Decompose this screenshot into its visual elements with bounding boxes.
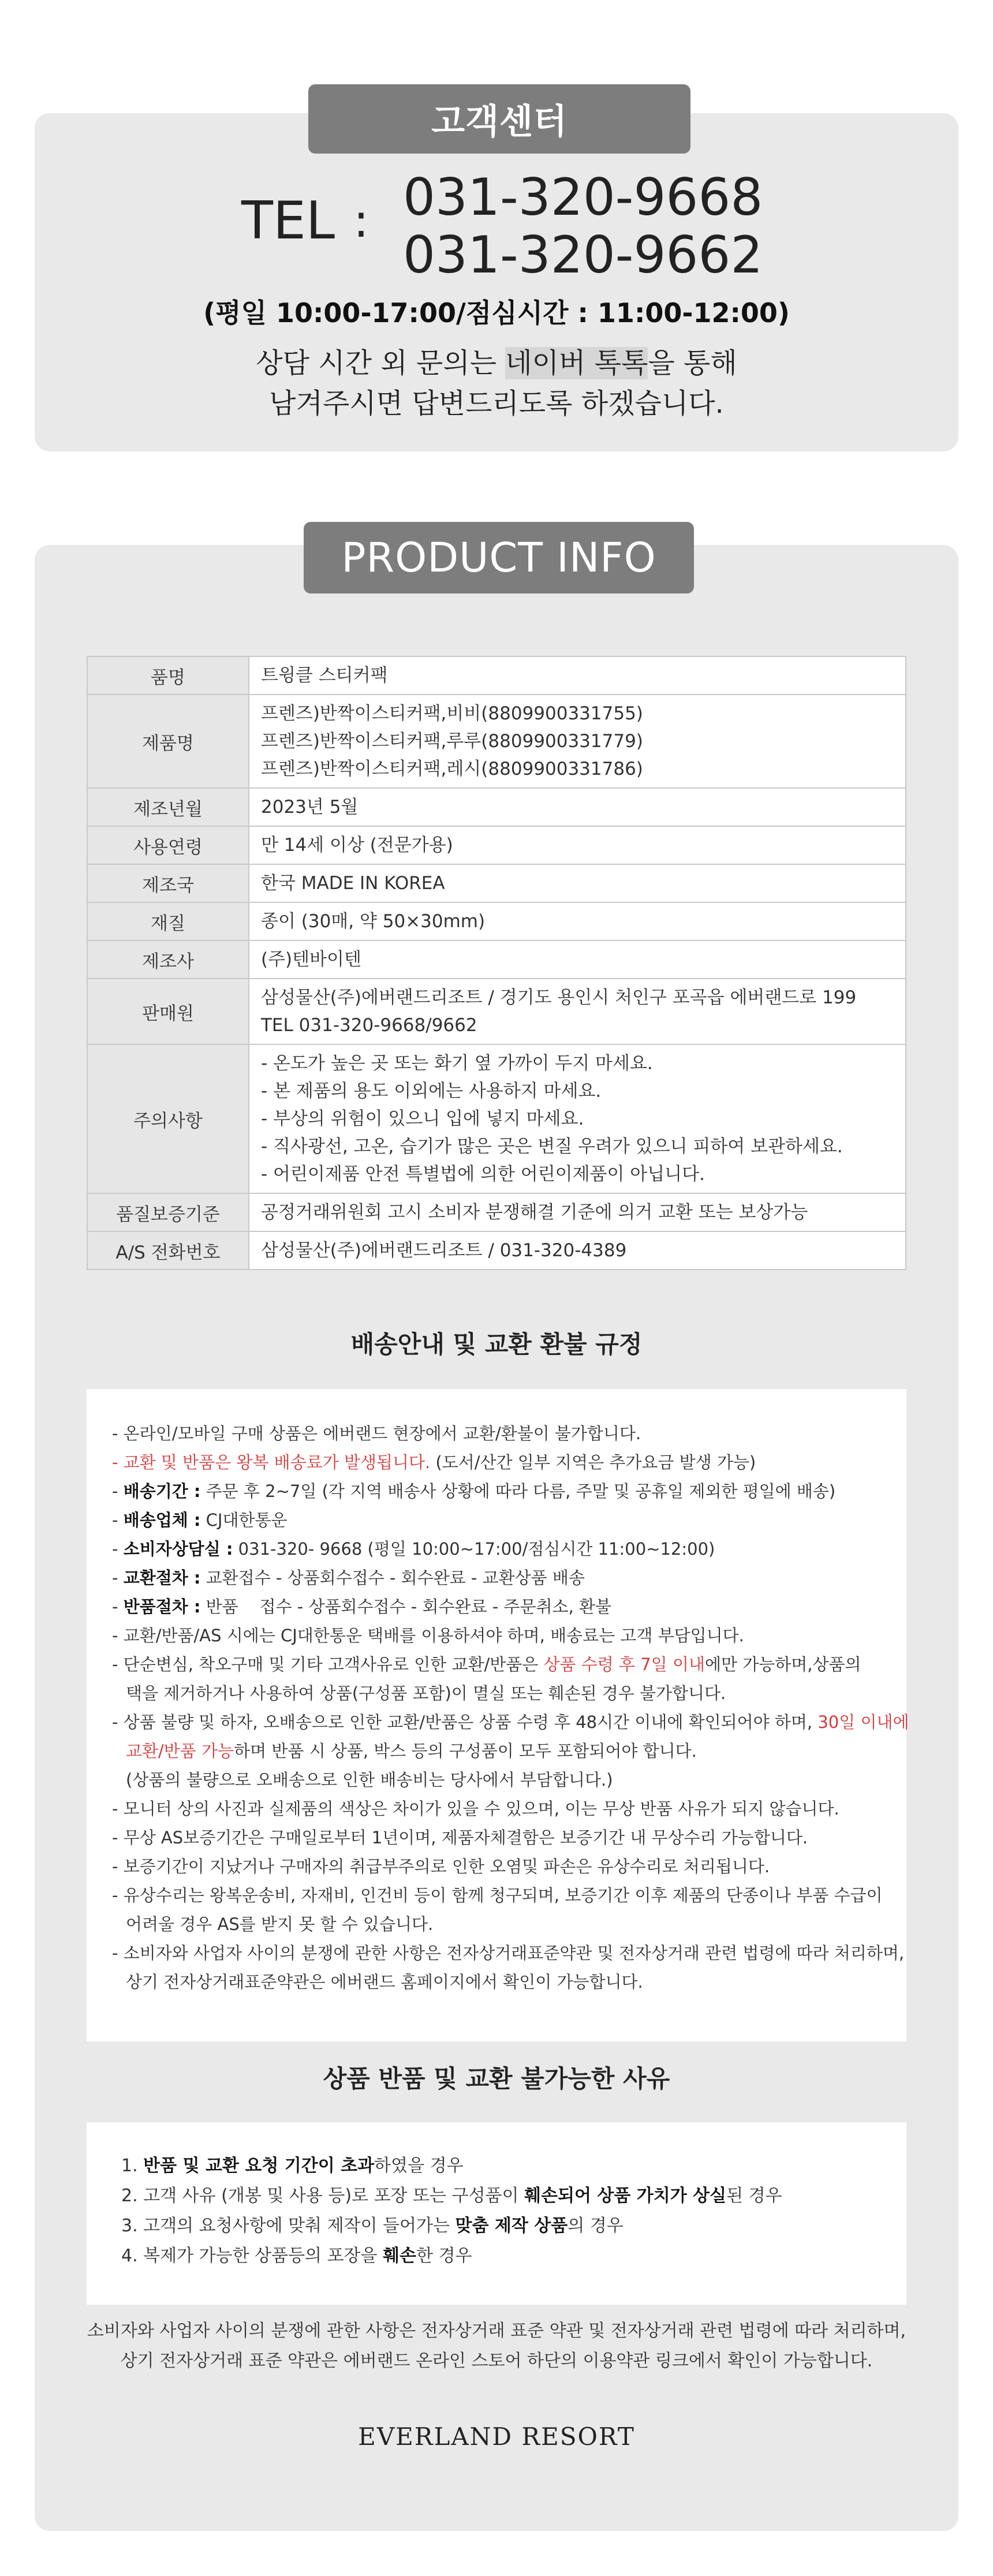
info-value-line: 만 14세 이상 (전문가용) xyxy=(261,835,453,856)
policy-line: - 교환절차 : 교환접수 - 상품회수접수 - 회수완료 - 교환상품 배송 xyxy=(112,1568,585,1588)
info-row xyxy=(87,826,906,864)
returns-section-title: 상품 반품 및 교환 불가능한 사유 xyxy=(323,2064,670,2093)
info-row xyxy=(87,902,906,940)
info-value-line: 트윙클 스티커팩 xyxy=(261,665,388,686)
info-value xyxy=(249,864,906,902)
notice-text: 남겨주시면 답변드리도록 하겠습니다. xyxy=(269,387,724,420)
phone-number-2[interactable]: 031-320-9662 xyxy=(403,225,763,285)
shipping-policy-box xyxy=(87,1389,909,2041)
info-label: 사용연령 xyxy=(87,826,249,864)
info-value-line: - 온도가 높은 곳 또는 화기 옆 가까이 두지 마세요. xyxy=(261,1053,653,1074)
info-value-line: 삼성물산(주)에버랜드리조트 / 경기도 용인시 처인구 포곡읍 에버랜드로 199 xyxy=(261,987,857,1008)
tel-label: TEL xyxy=(241,191,335,251)
info-value-line: (주)텐바이텐 xyxy=(261,949,361,970)
info-value-line: - 부상의 위험이 있으니 입에 넣지 마세요. xyxy=(261,1108,584,1129)
policy-line: - 단순변심, 착오구매 및 기타 고객사유로 인한 교환/반품은 상품 수령 후 7일 이내에만 가능하며,상품의 xyxy=(112,1655,861,1674)
policy-line: - 온라인/모바일 구매 상품은 에버랜드 현장에서 교환/환불이 불가합니다. xyxy=(112,1424,641,1443)
info-value xyxy=(249,940,906,979)
footnote-line: 상기 전자상거래 표준 약관은 에버랜드 온라인 스토어 하단의 이용약관 링크에서 확인이 가능합니다. xyxy=(120,2351,873,2371)
info-label: 판매원 xyxy=(87,979,249,1044)
info-value xyxy=(249,1231,906,1270)
info-value xyxy=(249,788,906,826)
info-value-line: 종이 (30매, 약 50×30mm) xyxy=(261,911,486,932)
shipping-section-title: 배송안내 및 교환 환불 규정 xyxy=(350,1330,643,1358)
info-row xyxy=(87,1231,906,1270)
after-hours-notice xyxy=(0,343,993,424)
policy-line: - 배송업체 : CJ대한통운 xyxy=(112,1510,288,1530)
info-value-line: 2023년 5월 xyxy=(261,797,359,817)
info-label: 제조사 xyxy=(87,940,249,979)
info-label: 제품명 xyxy=(87,695,249,788)
tel-colon: : xyxy=(353,194,369,248)
info-value-line: - 어린이제품 안전 특별법에 의한 어린이제품이 아닙니다. xyxy=(261,1164,705,1185)
info-value-line: 공정거래위원회 고시 소비자 분쟁해결 기준에 의거 교환 또는 보상가능 xyxy=(261,1202,808,1223)
info-row xyxy=(87,864,906,902)
notice-text: 상담 시간 외 문의는 xyxy=(256,347,506,379)
info-value xyxy=(249,656,906,695)
policy-line: - 교환/반품/AS 시에는 CJ대한통운 택배를 이용하셔야 하며, 배송료는 고객 부담입니다. xyxy=(112,1626,744,1645)
product-info-title: PRODUCT INFO xyxy=(304,522,694,593)
info-label: A/S 전화번호 xyxy=(87,1231,249,1270)
info-value-line: - 본 제품의 용도 이외에는 사용하지 마세요. xyxy=(261,1081,602,1102)
reason-item: 2. 고객 사유 (개봉 및 사용 등)로 포장 또는 구성품이 훼손되어 상품 가치가 상실된 경우 xyxy=(121,2186,782,2206)
info-value-line: 프렌즈)반짝이스티커팩,레시(8809900331786) xyxy=(261,759,643,779)
policy-line: 어려울 경우 AS를 받지 못 할 수 있습니다. xyxy=(126,1914,434,1934)
naver-talk-highlight: 네이버 톡톡 xyxy=(505,347,648,379)
policy-line: 교환/반품 가능하며 반품 시 상품, 박스 등의 구성품이 모두 포함되어야 합니다. xyxy=(126,1741,697,1761)
info-value-line: 삼성물산(주)에버랜드리조트 / 031-320-4389 xyxy=(261,1240,627,1261)
policy-line: 택을 제거하거나 사용하여 상품(구성품 포함)이 멸실 또는 훼손된 경우 불가합니다. xyxy=(126,1683,726,1703)
info-value-line: TEL 031-320-9668/9662 xyxy=(261,1015,477,1036)
info-value xyxy=(249,1193,906,1231)
reason-item: 1. 반품 및 교환 요청 기간이 초과하였을 경우 xyxy=(121,2156,464,2176)
policy-line: - 무상 AS보증기간은 구매일로부터 1년이며, 제품자체결함은 보증기간 내 무상수리 가능합니다. xyxy=(112,1828,808,1847)
policy-line: - 보증기간이 지났거나 구매자의 취급부주의로 인한 오염및 파손은 유상수리로 처리됩니다. xyxy=(112,1857,770,1876)
info-label: 제조국 xyxy=(87,864,249,902)
info-row xyxy=(87,1044,906,1193)
info-label: 품명 xyxy=(87,656,249,695)
info-label: 제조년월 xyxy=(87,788,249,826)
policy-line: - 모니터 상의 사진과 실제품의 색상은 차이가 있을 수 있으며, 이는 무상 반품 사유가 되지 않습니다. xyxy=(112,1799,839,1819)
product-info-table xyxy=(87,656,906,1270)
info-value xyxy=(249,826,906,864)
policy-line: - 소비자와 사업자 사이의 분쟁에 관한 사항은 전자상거래표준약관 및 전자상거래 관련 법령에 따라 처리하며, xyxy=(112,1943,905,1963)
info-value-line: 프렌즈)반짝이스티커팩,루루(8809900331779) xyxy=(261,731,643,752)
business-hours: (평일 10:00-17:00/점심시간 : 11:00-12:00) xyxy=(203,297,790,328)
policy-line: - 소비자상담실 : 031-320- 9668 (평일 10:00~17:00/점심시간 11:00~12:00) xyxy=(112,1539,715,1559)
info-row xyxy=(87,1193,906,1231)
everland-resort-logo: EVERLAND RESORT xyxy=(358,2422,635,2451)
footnote-line: 소비자와 사업자 사이의 분쟁에 관한 사항은 전자상거래 표준 약관 및 전자상거래 관련 법령에 따라 처리하며, xyxy=(87,2321,906,2341)
notice-text: 을 통해 xyxy=(648,347,737,379)
info-label: 재질 xyxy=(87,902,249,940)
phone-numbers xyxy=(403,169,763,284)
info-value-line: - 직사광선, 고온, 습기가 많은 곳은 변질 우려가 있으니 피하여 보관하세요. xyxy=(261,1136,843,1157)
dispute-footnote xyxy=(0,2316,993,2376)
policy-line: - 반품절차 : 반품 접수 - 상품회수접수 - 회수완료 - 주문취소, 환불 xyxy=(112,1597,611,1616)
info-value xyxy=(249,902,906,940)
info-value-line: 한국 MADE IN KOREA xyxy=(261,873,445,894)
info-value xyxy=(249,1044,906,1193)
policy-line: 상기 전자상거래표준약관은 에버랜드 홈페이지에서 확인이 가능합니다. xyxy=(126,1972,643,1992)
info-label: 품질보증기준 xyxy=(87,1193,249,1231)
policy-line: - 상품 불량 및 하자, 오배송으로 인한 교환/반품은 상품 수령 후 48시간 이내에 확인되어야 하며, 30일 이내에 xyxy=(112,1712,909,1732)
info-row xyxy=(87,940,906,979)
policy-line: (상품의 불량으로 오배송으로 인한 배송비는 당사에서 부담합니다.) xyxy=(126,1770,613,1790)
phone-number-1[interactable]: 031-320-9668 xyxy=(403,167,763,227)
non-returnable-box xyxy=(87,2122,906,2305)
info-row xyxy=(87,695,906,788)
info-value xyxy=(249,695,906,788)
info-value xyxy=(249,979,906,1044)
info-row xyxy=(87,656,906,695)
reason-item: 4. 복제가 가능한 상품등의 포장을 훼손한 경우 xyxy=(121,2246,472,2266)
policy-line: - 교환 및 반품은 왕복 배송료가 발생됩니다. (도서/산간 일부 지역은 추가요금 발생 가능) xyxy=(112,1453,756,1472)
customer-center-title: 고객센터 xyxy=(308,84,690,154)
info-row xyxy=(87,979,906,1044)
reason-item: 3. 고객의 요청사항에 맞춰 제작이 들어가는 맞춤 제작 상품의 경우 xyxy=(121,2216,624,2236)
info-label: 주의사항 xyxy=(87,1044,249,1193)
info-value-line: 프렌즈)반짝이스티커팩,비비(8809900331755) xyxy=(261,703,643,724)
info-row xyxy=(87,788,906,826)
policy-line: - 유상수리는 왕복운송비, 자재비, 인건비 등이 함께 청구되며, 보증기간 이후 제품의 단종이나 부품 수급이 xyxy=(112,1886,883,1905)
policy-line: - 배송기간 : 주문 후 2~7일 (각 지역 배송사 상황에 따라 다름, 주말 및 공휴일 제외한 평일에 배송) xyxy=(112,1481,836,1501)
